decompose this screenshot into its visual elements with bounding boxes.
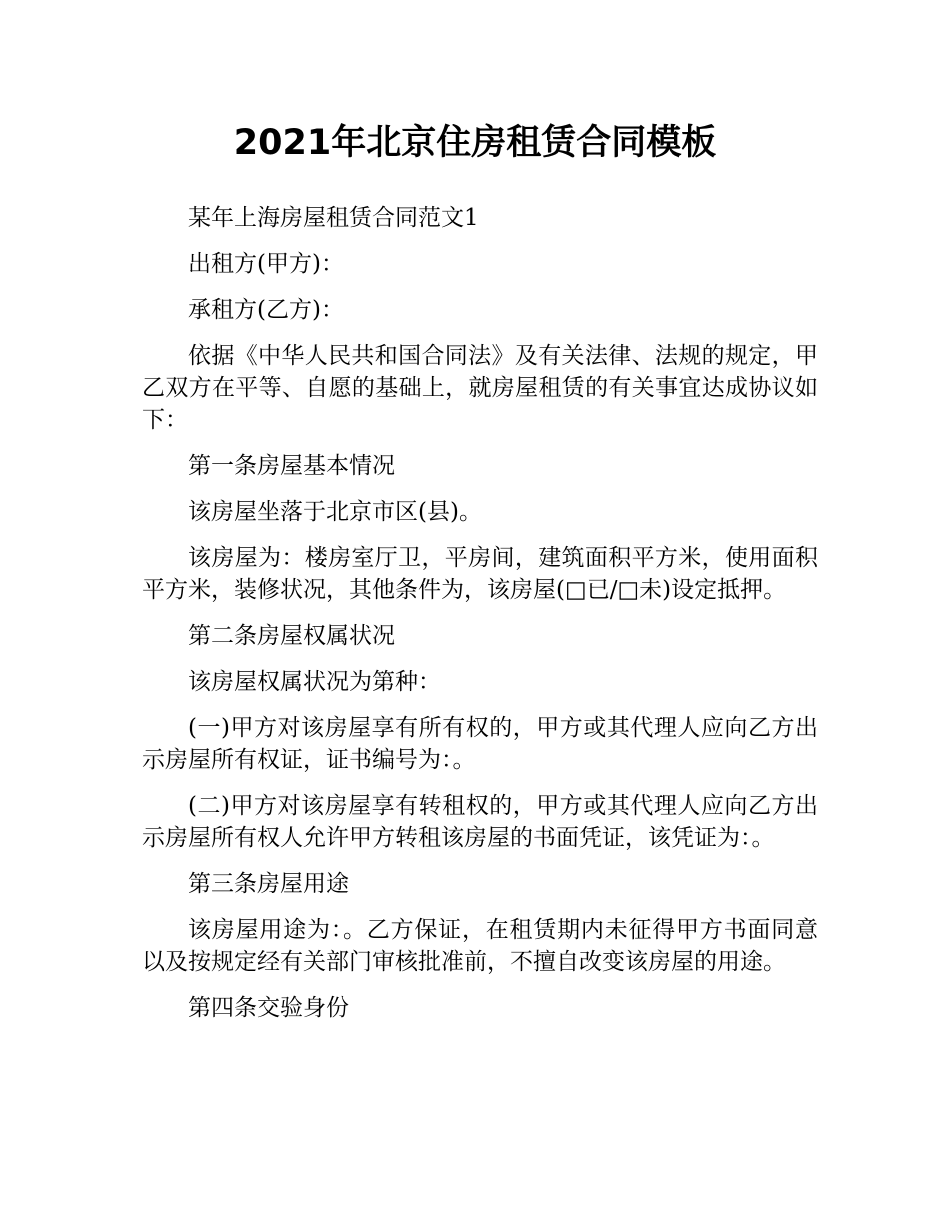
paragraph-ownership-type: 该房屋权属状况为第种： — [188, 669, 441, 695]
section-heading-1: 第一条房屋基本情况 — [188, 453, 395, 479]
document-body — [142, 202, 818, 1038]
paragraph-usage: 该房屋用途为：。乙方保证，在租赁期内未征得甲方书面同意以及按规定经有关部门审核批准前，不擅自改变该房屋的用途。 — [142, 917, 818, 975]
paragraph-lessor: 出租方(甲方)： — [188, 251, 344, 277]
paragraph-preamble: 依据《中华人民共和国合同法》及有关法律、法规的规定，甲乙双方在平等、自愿的基础上，就房屋租赁的有关事宜达成协议如下： — [142, 343, 818, 433]
section-heading-3: 第三条房屋用途 — [188, 871, 349, 897]
paragraph-contract-heading: 某年上海房屋租赁合同范文1 — [188, 205, 479, 231]
document-title: 2021年北京住房租赁合同模板 — [233, 123, 717, 163]
section-heading-4: 第四条交验身份 — [188, 995, 349, 1021]
paragraph-house-details: 该房屋为：楼房室厅卫，平房间，建筑面积平方米，使用面积平方米，装修状况，其他条件为，该房屋(□已/□未)设定抵押。 — [142, 545, 818, 603]
paragraph-ownership-2: (二)甲方对该房屋享有转租权的，甲方或其代理人应向乙方出示房屋所有权人允许甲方转租该房屋的书面凭证，该凭证为：。 — [142, 793, 818, 851]
paragraph-ownership-1: (一)甲方对该房屋享有所有权的，甲方或其代理人应向乙方出示房屋所有权证，证书编号为：。 — [142, 715, 818, 773]
paragraph-lessee: 承租方(乙方)： — [188, 297, 344, 323]
paragraph-location: 该房屋坐落于北京市区(县)。 — [188, 499, 482, 525]
section-heading-2: 第二条房屋权属状况 — [188, 623, 395, 649]
